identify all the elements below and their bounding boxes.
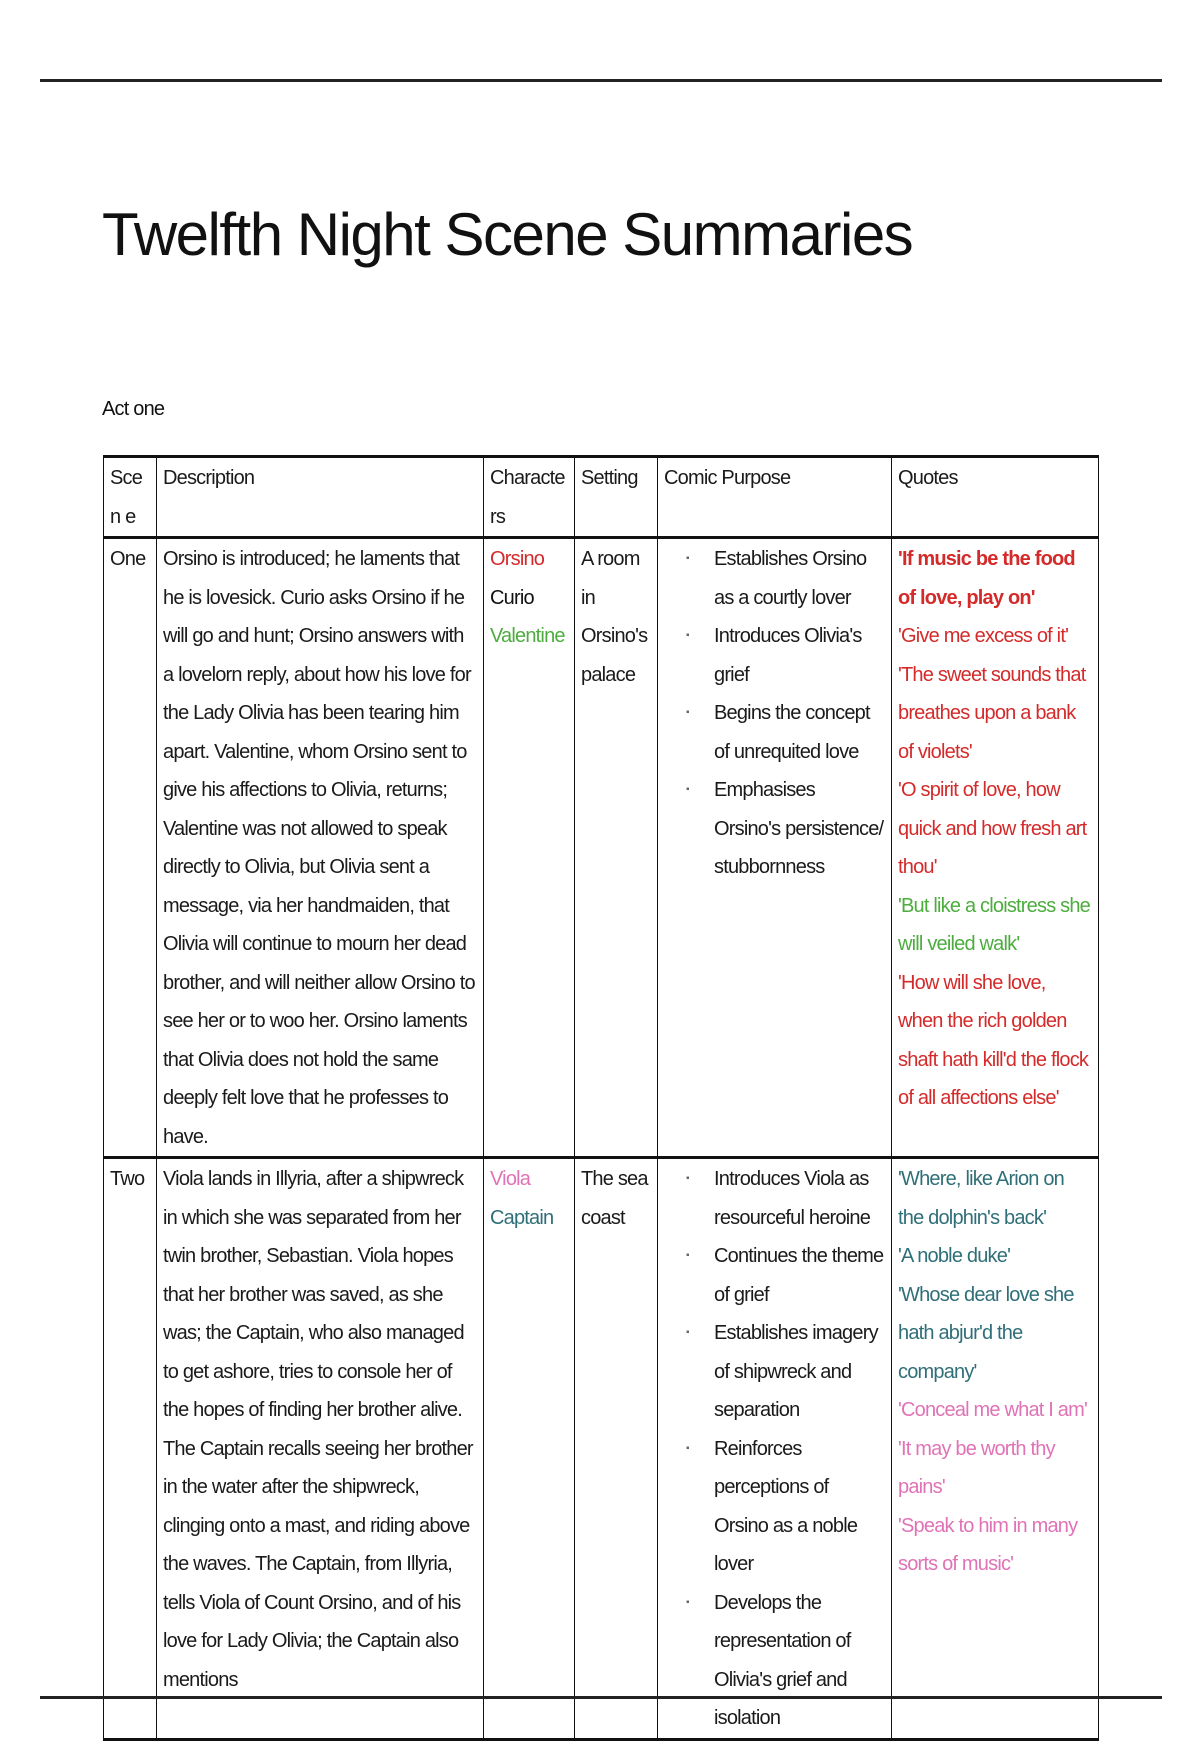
top-rule [40, 79, 1162, 82]
header-description: Description [157, 457, 484, 538]
list-item: ▪ Begins the concept of unrequited love [714, 694, 885, 771]
quote: 'But like a cloistress she will veiled walk' [898, 894, 1090, 955]
quote: 'How will she love, when the rich golden shaft hath kill'd the flock of all affections else' [898, 971, 1089, 1109]
list-item: ▪ Establishes Orsino as a courtly lover [714, 540, 885, 617]
list-item: ▪ Establishes imagery of shipwreck and separation [714, 1314, 885, 1430]
header-comic-purpose: Comic Purpose [658, 457, 892, 538]
quotes-cell [892, 1158, 1099, 1740]
purpose-list [664, 540, 885, 887]
table-row [104, 1158, 1099, 1740]
list-item: ▪ Emphasises Orsino's persistence/ stubbornness [714, 771, 885, 887]
purpose-list [664, 1160, 885, 1738]
header-quotes: Quotes [892, 457, 1099, 538]
quotes-cell [892, 538, 1099, 1158]
comic-purpose-cell [658, 1158, 892, 1740]
list-item: ▪ Continues the theme of grief [714, 1237, 885, 1314]
character-name: Viola [490, 1168, 531, 1190]
quote: 'Whose dear love she hath abjur'd the company' [898, 1283, 1074, 1383]
setting-cell: A room in Orsino's palace [575, 538, 658, 1158]
act-label: Act one [102, 398, 165, 420]
list-item: ▪ Reinforces perceptions of Orsino as a noble lover [714, 1430, 885, 1584]
comic-purpose-cell [658, 538, 892, 1158]
quote: 'Speak to him in many sorts of music' [898, 1514, 1078, 1575]
character-name: Captain [490, 1206, 554, 1229]
quote: 'If music be the food of love, play on' [898, 548, 1075, 609]
characters-cell [484, 538, 575, 1158]
scene-cell: One [104, 538, 157, 1158]
characters-cell [484, 1158, 575, 1740]
scene-cell: Two [104, 1158, 157, 1740]
quote: 'It may be worth thy pains' [898, 1437, 1055, 1498]
table-header-row [104, 457, 1099, 538]
scene-summary-table [103, 455, 1099, 1741]
character-name: Curio [490, 586, 534, 609]
quote: 'Give me excess of it' [898, 625, 1069, 647]
list-item: ▪ Develops the representation of Olivia's grief and isolation [714, 1584, 885, 1738]
setting-cell: The sea coast [575, 1158, 658, 1740]
page-title: Twelfth Night Scene Summaries [102, 201, 913, 268]
quote: 'A noble duke' [898, 1245, 1011, 1267]
quote: 'The sweet sounds that breathes upon a bank of violets' [898, 663, 1086, 763]
quote: 'O spirit of love, how quick and how fresh art thou' [898, 779, 1087, 878]
table-row [104, 538, 1099, 1158]
description-cell: Viola lands in Illyria, after a shipwreck in which she was separated from her twin brother, Sebastian. Viola hopes that her brother was saved, as she was; the Captain, who also managed to get ashore, tries to console her of the hopes of finding her brother alive. The Captain recalls seeing her brother in the water after the shipwreck, clinging onto a mast, and riding above the waves. The Captain, from Illyria, tells Viola of Count Orsino, and of his love for Lady Olivia; the Captain also mentions [157, 1158, 484, 1740]
description-cell: Orsino is introduced; he laments that he is lovesick. Curio asks Orsino if he will go and hunt; Orsino answers with a lovelorn reply, about how his love for the Lady Olivia has been tearing him apart. Valentine, whom Orsino sent to give his affections to Olivia, returns; Valentine was not allowed to speak directly to Olivia, but Olivia sent a message, via her handmaiden, that Olivia will continue to mourn her dead brother, and will neither allow Orsino to see her or to woo her. Orsino laments that Olivia does not hold the same deeply felt love that he professes to have. [157, 538, 484, 1158]
header-characters: Characters [484, 457, 575, 538]
character-name: Orsino [490, 548, 545, 570]
header-setting: Setting [575, 457, 658, 538]
list-item: ▪ Introduces Olivia's grief [714, 617, 885, 694]
list-item: ▪ Introduces Viola as resourceful heroine [714, 1160, 885, 1237]
character-name: Valentine [490, 625, 565, 647]
quote: 'Conceal me what I am' [898, 1399, 1088, 1421]
header-scene: Scen e [104, 457, 157, 538]
bottom-rule [40, 1696, 1162, 1699]
quote: 'Where, like Arion on the dolphin's back' [898, 1168, 1064, 1229]
